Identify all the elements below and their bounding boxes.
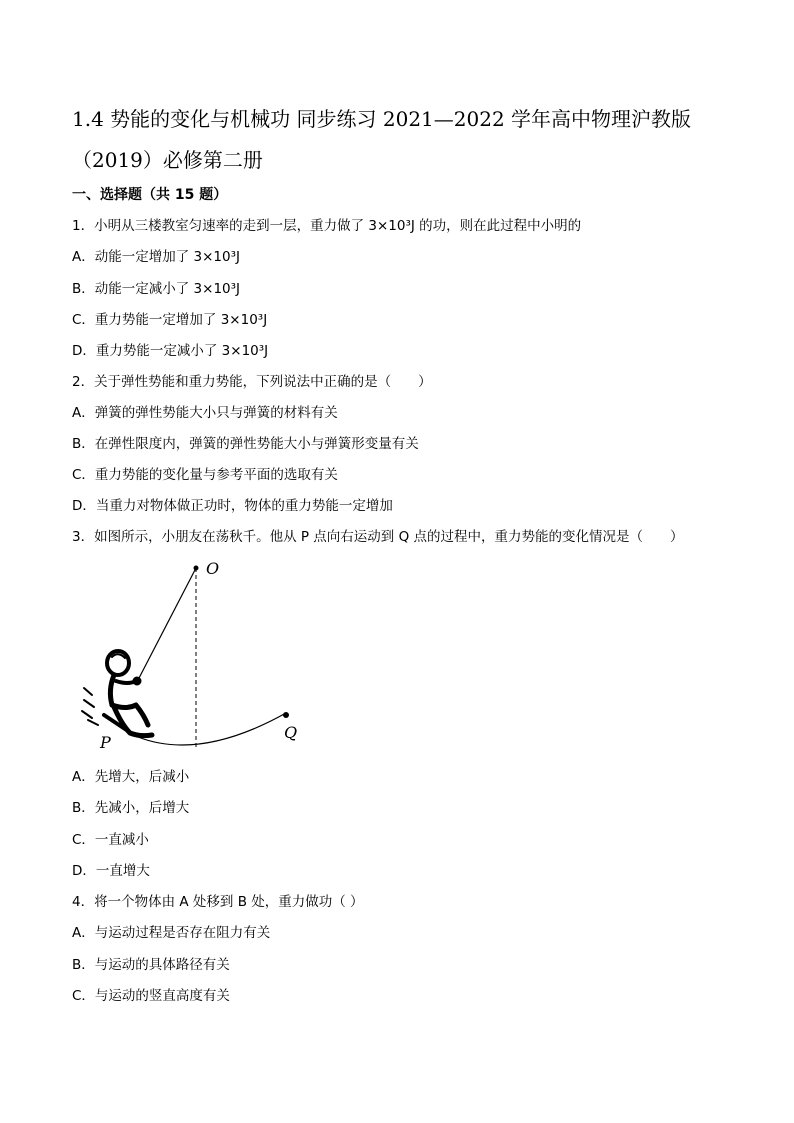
swing-arc (138, 713, 286, 745)
question-2-option-a: A．弹簧的弹性势能大小只与弹簧的材料有关 (72, 405, 338, 421)
question-4-stem: 4．将一个物体由 A 处移到 B 处，重力做功（ ） (72, 894, 364, 910)
pivot-point (194, 566, 199, 571)
question-3-option-a: A．先增大，后减小 (72, 769, 190, 785)
question-2-option-b: B．在弹性限度内，弹簧的弹性势能大小与弹簧形变量有关 (72, 436, 419, 452)
question-2-option-d: D．当重力对物体做正功时，物体的重力势能一定增加 (72, 498, 393, 514)
section-heading: 一、选择题（共 15 题） (72, 187, 228, 203)
label-q: Q (284, 723, 298, 742)
question-4-option-b: B．与运动的具体路径有关 (72, 957, 230, 973)
swing-figure (78, 555, 318, 755)
question-3-option-c: C．一直减小 (72, 832, 149, 848)
question-3-option-b: B．先减小，后增大 (72, 800, 190, 816)
swing-rope (138, 568, 196, 680)
question-1-stem: 1．小明从三楼教室匀速率的走到一层，重力做了 3×10³J 的功，则在此过程中小明的 (72, 218, 582, 234)
end-point-q (283, 712, 289, 718)
question-4-option-c: C．与运动的竖直高度有关 (72, 988, 230, 1004)
question-1-option-b: B．动能一定减小了 3×10³J (72, 281, 241, 297)
label-o: O (206, 559, 220, 578)
question-3-stem: 3．如图所示，小朋友在荡秋千。他从 P 点向右运动到 Q 点的过程中，重力势能的变化情况是（ ） (72, 529, 684, 545)
question-2-option-c: C．重力势能的变化量与参考平面的选取有关 (72, 467, 338, 483)
question-4-option-a: A．与运动过程是否存在阻力有关 (72, 925, 271, 941)
question-1-option-a: A．动能一定增加了 3×10³J (72, 249, 240, 265)
question-3-option-d: D．一直增大 (72, 863, 150, 879)
question-1-option-d: D．重力势能一定减小了 3×10³J (72, 343, 269, 359)
question-2-stem: 2．关于弹性势能和重力势能，下列说法中正确的是（ ） (72, 374, 432, 390)
question-1-option-c: C．重力势能一定增加了 3×10³J (72, 312, 268, 328)
child-on-swing-illustration (82, 651, 152, 736)
label-p: P (100, 733, 111, 752)
document-title-line-1: 1.4 势能的变化与机械功 同步练习 2021—2022 学年高中物理沪教版 (72, 107, 692, 131)
document-title-line-2: （2019）必修第二册 (72, 148, 263, 172)
